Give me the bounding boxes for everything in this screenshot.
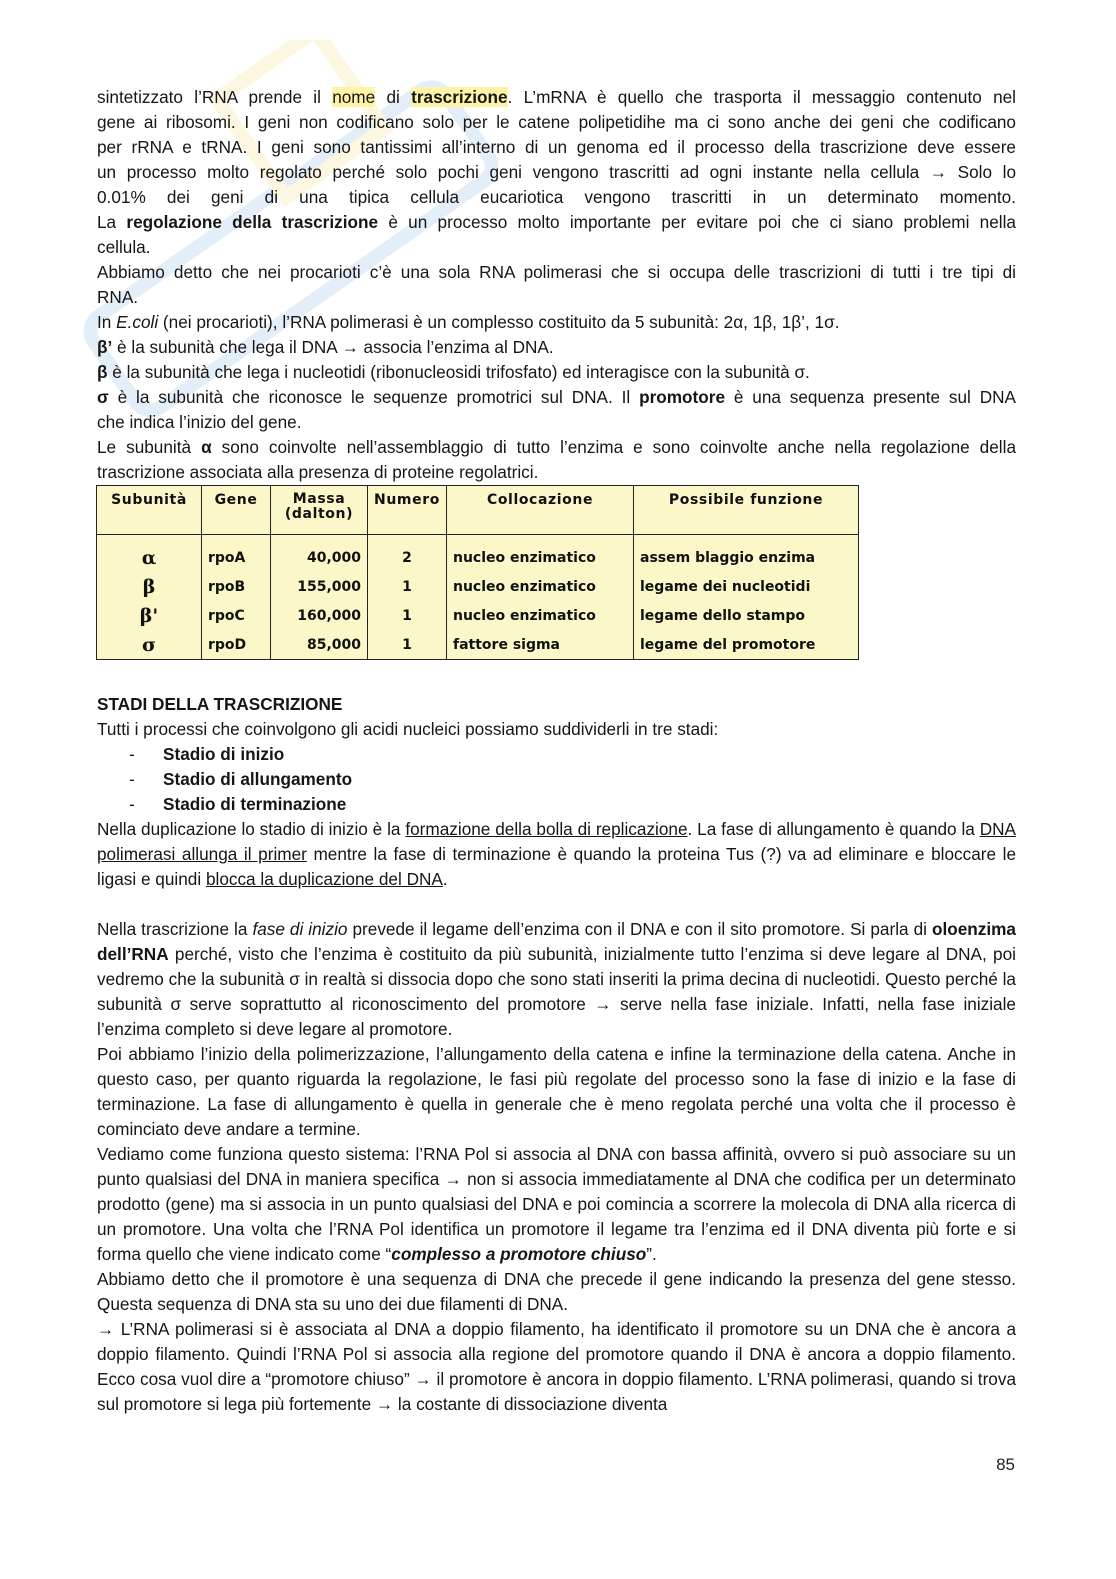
subunit-symbol: σ <box>97 630 202 660</box>
collocazione-cell: fattore sigma <box>447 630 634 660</box>
table-row <box>97 535 859 573</box>
massa-cell: 40,000 <box>271 535 368 573</box>
list-item: - Stadio di terminazione <box>129 794 347 814</box>
section-stadi: STADI DELLA TRASCRIZIONE Tutti i processi che coinvolgono gli acidi nucleici possiamo suddividerli in tre stadi: - Stadio di inizio - Stadio di allungamento - Stadio di terminazione Nella duplicazione lo stadio di inizio è la formazione della bolla di replicazione. La fase di allungamento è quando la DNA polimerasi allunga il primer mentre la fase di terminazione è quando la proteina Tus (?) va ad eliminare e bloccare le ligasi e quindi blocca la duplicazione del DNA. <box>97 692 1016 892</box>
numero-cell: 1 <box>368 630 447 660</box>
paragraph-promotore: Abbiamo detto che il promotore è una sequenza di DNA che precede il gene indicando la presenza del gene stesso. Questa sequenza di DNA sta su uno dei due filamenti di DNA. <box>97 1269 1016 1314</box>
table-row <box>97 601 859 630</box>
paragraph-rna-polimerasi: → L’RNA polimerasi si è associata al DNA a doppio filamento, ha identificato il promotore su un DNA che è ancora a doppio filamento. Quindi l’RNA Pol si associa alla regione del promotore quando il DNA è ancora a doppio filamento. Ecco cosa vuol dire a “promotore chiuso” → il promotore è ancora in doppio filamento. L’RNA polimerasi, quando si trova sul promotore si lega più fortemente → la costante di dissociazione diventa <box>97 1319 1016 1414</box>
funzione-cell: legame dei nucleotidi <box>634 572 859 601</box>
numero-cell: 1 <box>368 572 447 601</box>
collocazione-cell: nucleo enzimatico <box>447 535 634 573</box>
massa-cell: 155,000 <box>271 572 368 601</box>
col-gene: Gene <box>202 486 271 535</box>
section-heading: STADI DELLA TRASCRIZIONE <box>97 694 343 714</box>
subunit-symbol: β' <box>97 601 202 630</box>
numero-cell: 2 <box>368 535 447 573</box>
list-item: - Stadio di inizio <box>129 744 285 764</box>
paragraph-intro: sintetizzato l’RNA prende il nome di trascrizione. L’mRNA è quello che trasporta il messaggio contenuto nel gene ai ribosomi. I geni non codificano solo per le catene polipetidihe ma ci sono anche dei geni che codificano per rRNA e tRNA. I geni sono tantissimi all’interno di un genoma ed il processo della trascrizione deve essere un processo molto regolato perché solo pochi geni vengono trascritti ad ogni instante nella cellula → Solo lo 0.01% dei geni di una tipica cellula eucariotica vengono trascritti in un determinato momento. La regolazione della trascrizione è un processo molto importante per evitare poi che ci siano problemi nella cellula. Abbiamo detto che nei procarioti c’è una sola RNA polimerasi che si occupa delle trascrizioni di tutti i tre tipi di RNA. In E.coli (nei procarioti), l’RNA polimerasi è un complesso costituito da 5 subunità: 2α, 1β, 1β’, 1σ. β’ è la subunità che lega il DNA → associa l’enzima al DNA. β è la subunità che lega i nucleotidi (ribonucleosidi trifosfato) ed interagisce con la subunità σ. σ è la subunità che riconosce le sequenze promotrici sul DNA. Il promotore è una sequenza presente sul DNA che indica l’inizio del gene. Le subunità α sono coinvolte nell’assemblaggio di tutto l’enzima e sono coinvolte anche nella regolazione della trascrizione associata alla presenza di proteine regolatrici. <box>97 87 1017 482</box>
subunit-table <box>96 485 859 660</box>
subunit-symbol: α <box>97 535 202 573</box>
paragraph-fase-inizio: Nella trascrizione la fase di inizio prevede il legame dell’enzima con il DNA e con il sito promotore. Si parla di oloenzima dell’RNA perché, visto che l’enzima è costituito da più subunità, inizialmente tutto l’enzima si deve legare al DNA, poi vedremo che la subunità σ in realtà si dissocia dopo che sono stati inseriti la prima decina di nucleotidi. Questo perché la subunità σ serve soprattutto al riconoscimento del promotore → serve nella fase iniziale. Infatti, nella fase iniziale l’enzima completo si deve legare al promotore. <box>97 919 1016 1039</box>
gene-cell: rpoD <box>202 630 271 660</box>
col-massa: Massa (dalton) <box>271 486 368 535</box>
collocazione-cell: nucleo enzimatico <box>447 601 634 630</box>
col-collocazione: Collocazione <box>447 486 634 535</box>
paragraph-polimerizzazione: Poi abbiamo l’inizio della polimerizzazione, l’allungamento della catena e infine la terminazione della catena. Anche in questo caso, per quanto riguarda la regolazione, le fasi più regolate del processo sono la fase di inizio e la fase di terminazione. La fase di allungamento è quella in generale che è meno regolata perché una volta che il processo è cominciato deve andare a termine. <box>97 1044 1016 1139</box>
subunit-symbol: β <box>97 572 202 601</box>
paragraph-duplicazione: Nella duplicazione lo stadio di inizio è la formazione della bolla di replicazione. La fase di allungamento è quando la DNA polimerasi allunga il primer mentre la fase di terminazione è quando la proteina Tus (?) va ad eliminare e bloccare le ligasi e quindi blocca la duplicazione del DNA. <box>97 819 1016 889</box>
col-subunita: Subunità <box>97 486 202 535</box>
funzione-cell: assem blaggio enzima <box>634 535 859 573</box>
gene-cell: rpoA <box>202 535 271 573</box>
page-number: 85 <box>996 1455 1015 1474</box>
col-funzione: Possibile funzione <box>634 486 859 535</box>
gene-cell: rpoB <box>202 572 271 601</box>
col-numero: Numero <box>368 486 447 535</box>
funzione-cell: legame del promotore <box>634 630 859 660</box>
table-row <box>97 572 859 601</box>
massa-cell: 85,000 <box>271 630 368 660</box>
table-header-row <box>97 486 859 535</box>
collocazione-cell: nucleo enzimatico <box>447 572 634 601</box>
funzione-cell: legame dello stampo <box>634 601 859 630</box>
paragraph-sistema: Vediamo come funziona questo sistema: l’RNA Pol si associa al DNA con bassa affinità, ovvero si può associare su un punto qualsiasi del DNA in maniera specifica → non si associa immediatamente al DNA che codifica per un determinato prodotto (gene) ma si associa in un punto qualsiasi del DNA e poi comincia a scorrere la molecola di DNA alla ricerca di un promotore. Una volta che l’RNA Pol identifica un promotore il legame tra l’enzima ed il DNA diventa più forte e si forma quello che viene indicato come “complesso a promotore chiuso”. <box>97 1144 1016 1264</box>
massa-cell: 160,000 <box>271 601 368 630</box>
numero-cell: 1 <box>368 601 447 630</box>
section-trascrizione <box>97 917 1016 1417</box>
gene-cell: rpoC <box>202 601 271 630</box>
list-item: - Stadio di allungamento <box>129 769 353 789</box>
table-row <box>97 630 859 660</box>
stadi-list <box>97 742 1016 817</box>
